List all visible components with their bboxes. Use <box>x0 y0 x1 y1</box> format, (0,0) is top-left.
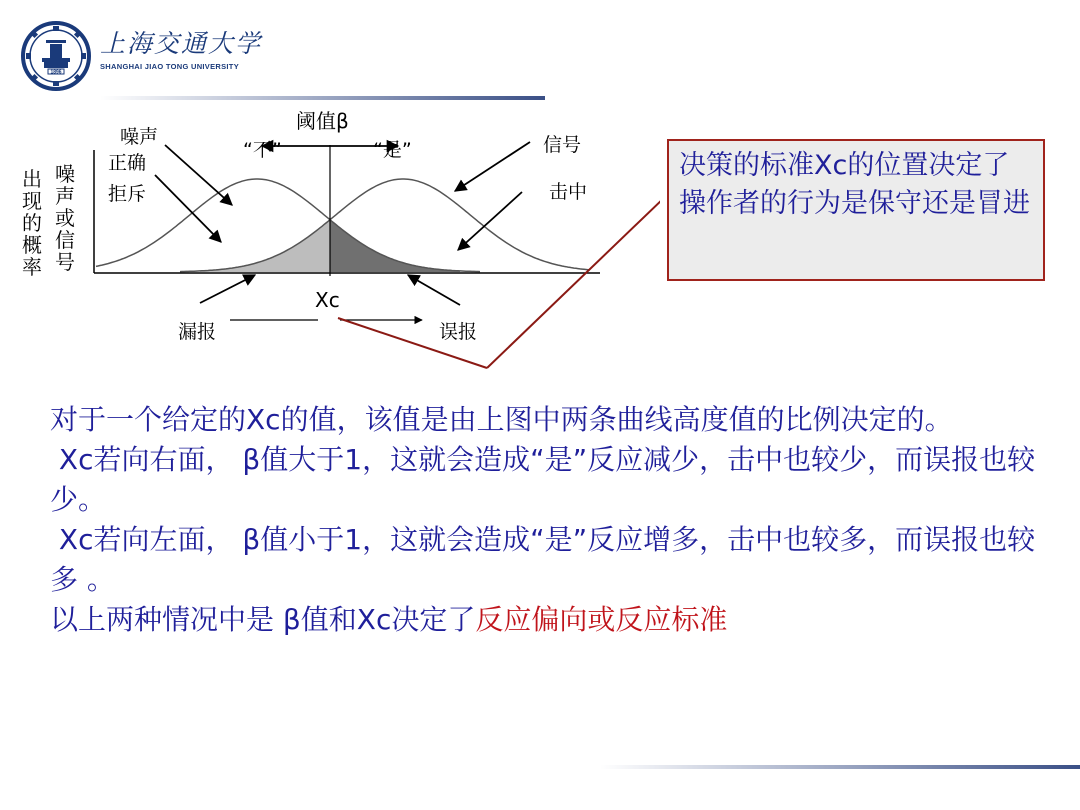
criterion-xc-label: Xc <box>315 288 340 312</box>
paragraph-4 <box>50 600 1050 640</box>
paragraph-1: 对于一个给定的Xc的值，该值是由上图中两条曲线高度值的比例决定的。 <box>50 403 953 436</box>
hit-label: 击中 <box>549 181 588 203</box>
false-alarm-pointer-arrow <box>408 275 460 305</box>
correct-rejection-label <box>108 152 146 205</box>
correct-rejection-arrow <box>155 175 221 242</box>
signal-pointer-arrow <box>455 142 530 191</box>
no-response-label: “不” <box>243 139 282 161</box>
university-name-en: SHANGHAI JIAO TONG UNIVERSITY <box>100 62 239 71</box>
miss-pointer-arrow <box>200 275 255 303</box>
hit-pointer-arrow <box>458 192 522 250</box>
y-axis-label-col2: 噪声或信号 <box>55 162 75 274</box>
miss-label: 漏报 <box>178 321 217 343</box>
university-logo <box>100 24 262 71</box>
threshold-label: 阈值β <box>296 109 349 133</box>
university-name-cn: 上海交通大学 <box>100 29 263 58</box>
correct-rejection-line2: 拒斥 <box>108 183 147 205</box>
y-axis-label-col1: 出现的概率 <box>22 167 42 279</box>
paragraph-3: Xc若向左面， β值小于1，这就会造成“是”反应增多，击中也较多，而误报也较多 。 <box>50 523 1036 596</box>
emblem-year: 1896 <box>50 69 62 76</box>
university-emblem-icon <box>20 20 92 92</box>
false-alarm-region <box>330 220 460 272</box>
decision-criterion-callout: 决策的标准Xc的位置决定了操作者的行为是保守还是冒进 <box>667 139 1045 281</box>
yes-response-label: “是” <box>373 139 412 161</box>
signal-label: 信号 <box>543 134 582 156</box>
false-alarm-label: 误报 <box>439 321 478 343</box>
miss-region <box>200 220 330 272</box>
paragraph-4-prefix: 以上两种情况中是 β值和Xc决定了 <box>50 603 476 636</box>
correct-rejection-line1: 正确 <box>108 152 147 174</box>
footer-divider <box>600 765 1080 769</box>
paragraph-2: Xc若向右面， β值大于1，这就会造成“是”反应减少，击中也较少，而误报也较少。 <box>50 443 1036 516</box>
explanation-text <box>50 400 1050 640</box>
noise-label: 噪声 <box>120 126 159 148</box>
response-bias-highlight: 反应偏向或反应标准 <box>475 603 728 636</box>
callout-pointer-line <box>487 195 660 368</box>
